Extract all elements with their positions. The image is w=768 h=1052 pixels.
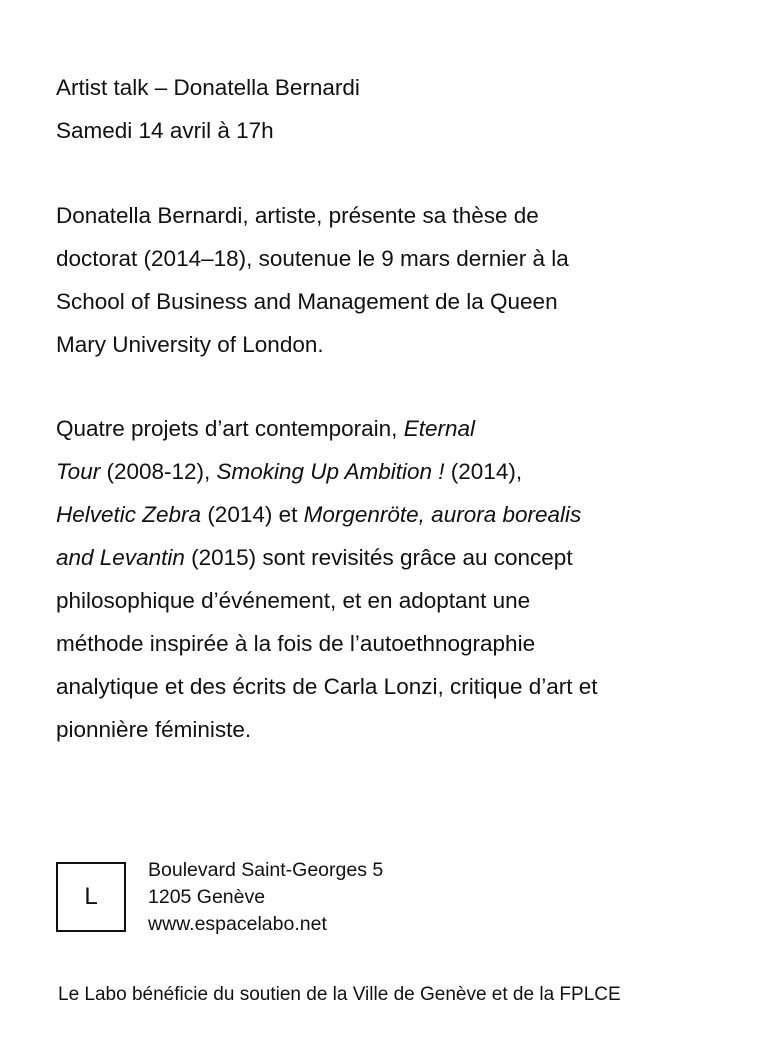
project-title-smoking-up-ambition: Smoking Up Ambition ! bbox=[216, 459, 445, 484]
description-line: philosophique d’événement, et en adoptant une bbox=[56, 588, 531, 613]
address-city: 1205 Genève bbox=[148, 886, 266, 908]
description-text: (2014), bbox=[444, 459, 523, 484]
description-text: (2014) et bbox=[201, 502, 304, 527]
description-line bbox=[56, 407, 716, 450]
event-header bbox=[56, 66, 716, 152]
description-line bbox=[56, 493, 716, 536]
event-date: Samedi 14 avril à 17h bbox=[56, 118, 274, 143]
intro-line: Mary University of London. bbox=[56, 332, 324, 357]
description-line: pionnière féministe. bbox=[56, 717, 252, 742]
intro-line: doctorat (2014–18), soutenue le 9 mars dernier à la bbox=[56, 246, 569, 271]
venue-address bbox=[148, 857, 383, 938]
description-text: Quatre projets d’art contemporain, bbox=[56, 416, 404, 441]
labo-logo bbox=[56, 862, 126, 932]
description-line bbox=[56, 536, 716, 579]
project-title-helvetic-zebra: Helvetic Zebra bbox=[56, 502, 202, 527]
description-line bbox=[56, 450, 716, 493]
project-title-morgenrote: Morgenröte, aurora borealis bbox=[303, 502, 582, 527]
description-paragraph bbox=[56, 407, 716, 751]
address-street: Boulevard Saint-Georges 5 bbox=[148, 859, 384, 881]
description-text: (2008-12), bbox=[100, 459, 217, 484]
intro-paragraph bbox=[56, 194, 716, 366]
intro-line: School of Business and Management de la Queen bbox=[56, 289, 558, 314]
project-title-eternal-tour-end: Tour bbox=[56, 459, 101, 484]
website-link[interactable]: www.espacelabo.net bbox=[148, 913, 327, 935]
project-title-eternal-tour: Eternal bbox=[403, 416, 475, 441]
project-title-morgenrote-end: and Levantin bbox=[56, 545, 185, 570]
description-line: analytique et des écrits de Carla Lonzi, critique d’art et bbox=[56, 674, 598, 699]
description-line: méthode inspirée à la fois de l’autoethnographie bbox=[56, 631, 536, 656]
description-text: (2015) sont revisités grâce au concept bbox=[184, 545, 573, 570]
support-note: Le Labo bénéficie du soutien de la Ville de Genève et de la FPLCE bbox=[58, 984, 621, 1005]
event-title: Artist talk – Donatella Bernardi bbox=[56, 75, 360, 100]
intro-line: Donatella Bernardi, artiste, présente sa thèse de bbox=[56, 203, 539, 228]
logo-letter: L bbox=[84, 883, 98, 910]
